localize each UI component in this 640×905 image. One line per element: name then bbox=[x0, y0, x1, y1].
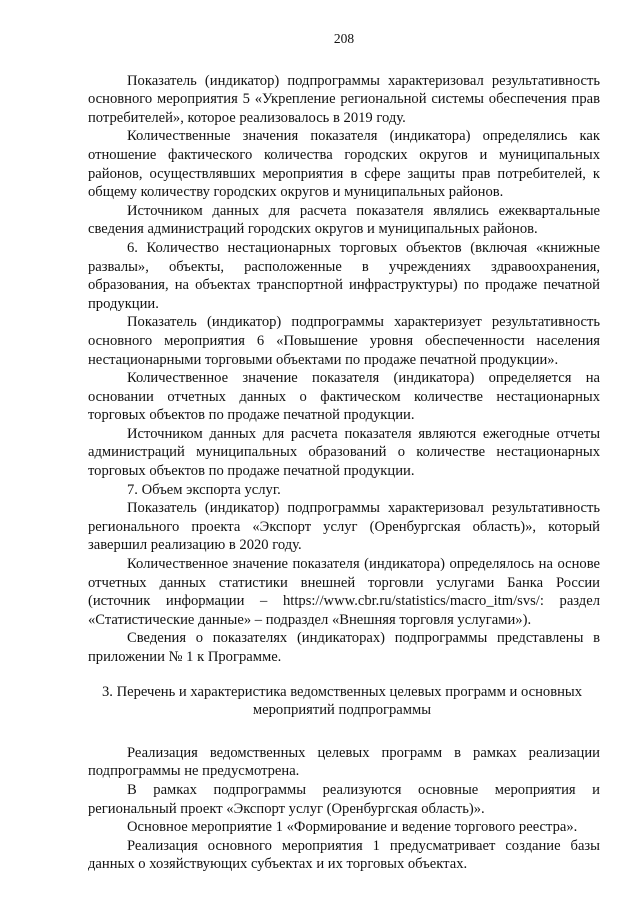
paragraph-indicators-appendix-reference: Сведения о показателях (индикаторах) подпрограммы представлены в приложении № 1 к Программе. bbox=[88, 630, 600, 665]
paragraph-indicator6-description: Показатель (индикатор) подпрограммы характеризует результативность основного мероприятия 6 «Повышение уровня обеспеченности населения нестационарными торговыми объектами по продаже печатной продукции». bbox=[88, 314, 600, 368]
paragraph-indicator5-description: Показатель (индикатор) подпрограммы характеризовал результативность основного мероприятия 5 «Укрепление региональной системы обеспечения прав потребителей», которое реализовалось в 2019 году. bbox=[88, 72, 600, 126]
paragraph-main-activity-1-title: Основное мероприятие 1 «Формирование и ведение торгового реестра». bbox=[127, 819, 578, 836]
paragraph-main-activities: В рамках подпрограммы реализуются основные мероприятия и региональный проект «Экспорт услуг (Оренбургская область)». bbox=[88, 781, 600, 817]
section-heading: 3. Перечень и характеристика ведомственных целевых программ и основных мероприятий подпрограммы bbox=[101, 683, 583, 719]
paragraph-indicator6-source: Источником данных для расчета показателя являются ежегодные отчеты администраций муниципальных образований о количестве нестационарных торговых объектов по продаже печатной продукции. bbox=[88, 425, 600, 480]
paragraph-main-activity-1-description: Реализация основного мероприятия 1 предусматривает создание базы данных о хозяйствующих субъектах и их торговых объектах. bbox=[88, 837, 600, 873]
paragraph-target-programs: Реализация ведомственных целевых программ в рамках реализации подпрограммы не предусмотрена. bbox=[88, 744, 600, 780]
paragraph-indicator5-source: Источником данных для расчета показателя являлись ежеквартальные сведения администраций городских округов и муниципальных районов. bbox=[88, 202, 600, 238]
paragraph-indicator5-calculation: Количественные значения показателя (индикатора) определялись как отношение фактического количества городских округов и муниципальных районов, осуществлявших мероприятия в сфере защиты прав потребителей, к общему количеству городских округов и муниципальных районов. bbox=[88, 128, 600, 201]
paragraph-indicator7-description: Показатель (индикатор) подпрограммы характеризовал результативность регионального проекта «Экспорт услуг (Оренбургская область)», который завершил реализацию в 2020 году. bbox=[88, 500, 600, 554]
paragraph-indicator7-calculation: Количественное значение показателя (индикатора) определялось на основе отчетных данных статистики внешней торговли услугами Банка России (источник информации – https://www.cbr.ru/statistics/macro_itm/svs/: раздел «Статистические данные» – подраздел «Внешняя торговля услугами»). bbox=[88, 556, 600, 628]
paragraph-indicator6-title: 6. Количество нестационарных торговых объектов (включая «книжные развалы», объекты, расположенные в учреждениях здравоохранения, образования, на объектах транспортной инфраструктуры) по продаже печатной продукции. bbox=[88, 239, 600, 312]
paragraph-indicator7-title: 7. Объем экспорта услуг. bbox=[127, 481, 281, 498]
page-number: 208 bbox=[333, 31, 355, 46]
paragraph-indicator6-calculation: Количественное значение показателя (индикатора) определяется на основании отчетных данных о фактическом количестве нестационарных торговых объектов по продаже печатной продукции. bbox=[88, 370, 600, 424]
